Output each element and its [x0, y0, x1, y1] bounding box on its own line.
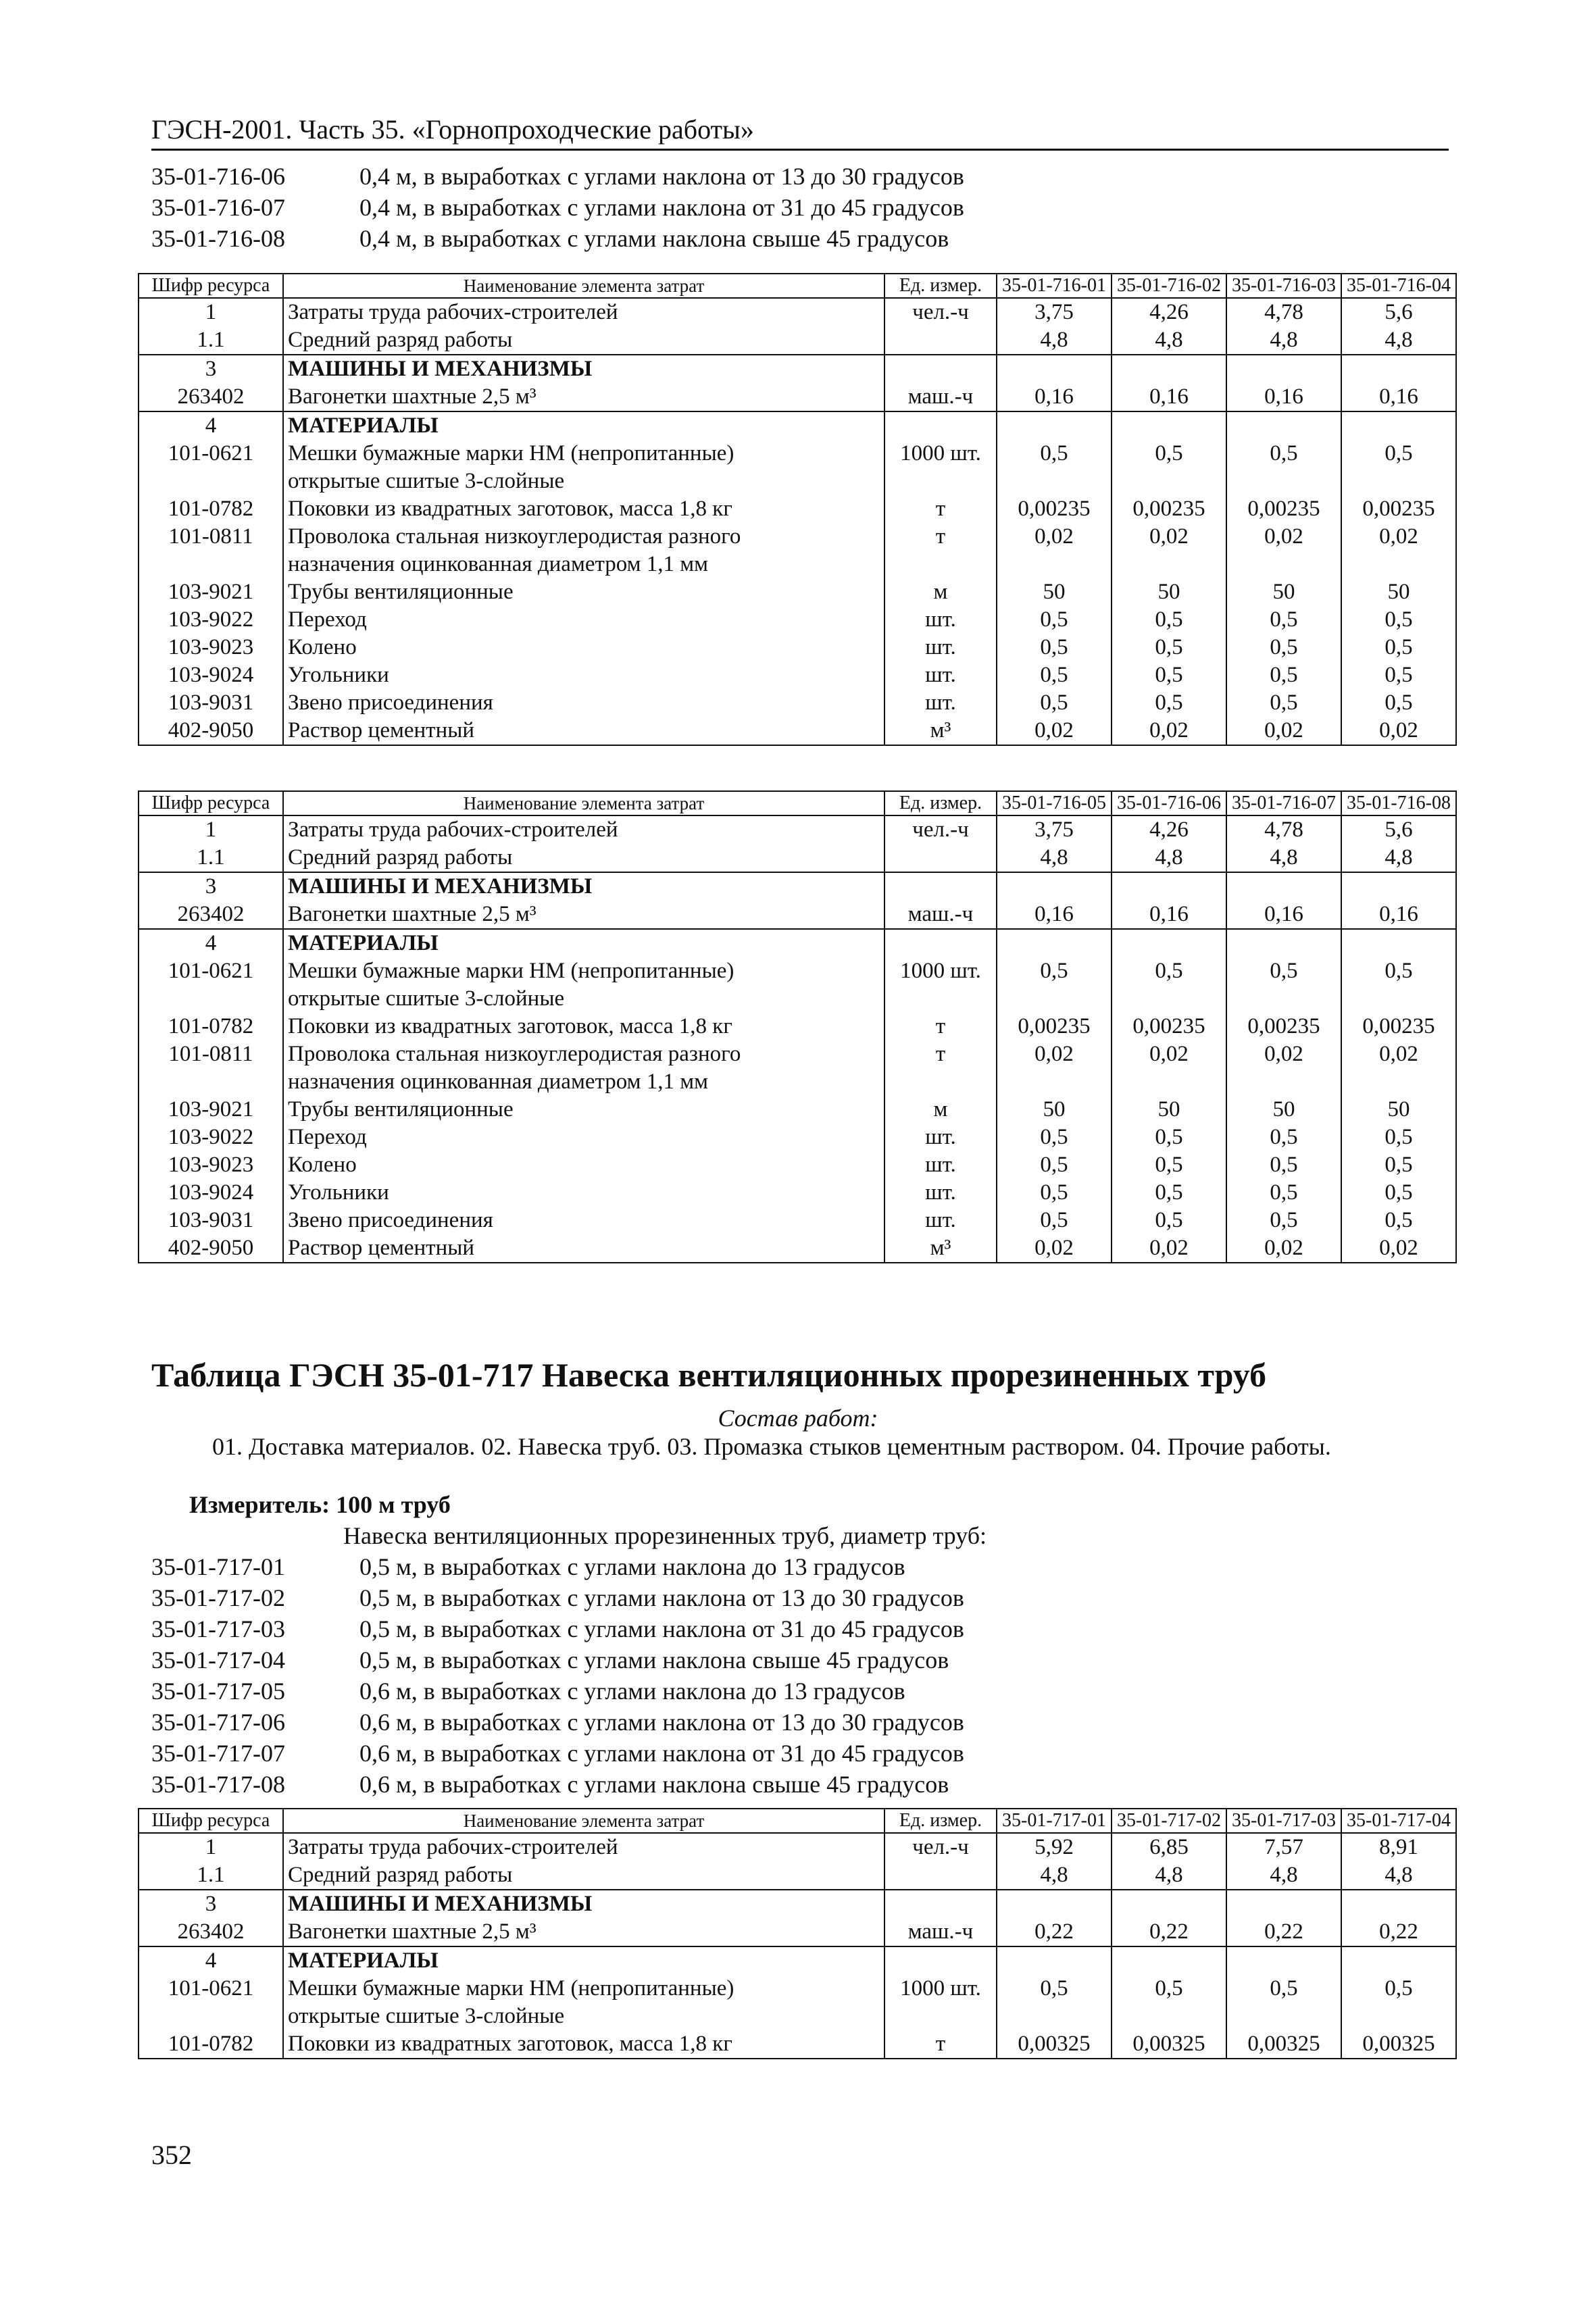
code: 35-01-716-06	[151, 163, 285, 190]
table-row: 1.1 Средний разряд работы 4,8 4,8 4,8 4,8	[139, 1861, 1456, 1890]
table-header-row	[139, 1809, 1456, 1833]
page-number: 352	[151, 2140, 192, 2170]
table-row: 263402 Вагонетки шахтные 2,5 м³ маш.-ч 0,16 0,16 0,16 0,16	[139, 383, 1456, 411]
table-row: 103-9024 Угольники шт. 0,5 0,5 0,5 0,5	[139, 661, 1456, 689]
code-description: 0,4 м, в выработках с углами наклона свыше 45 градусов	[359, 225, 949, 252]
table-row: 103-9022 Переход шт. 0,5 0,5 0,5 0,5	[139, 606, 1456, 634]
norm-table-716-05-08	[138, 790, 1457, 1263]
code-list-row: 35-01-717-05 0,6 м, в выработках с углами наклона до 13 градусов	[151, 1678, 905, 1705]
table-row: 103-9031 Звено присоединения шт. 0,5 0,5 0,5 0,5	[139, 689, 1456, 717]
header-column: 35-01-717-03	[1226, 1809, 1341, 1833]
header-column: 35-01-716-05	[997, 791, 1112, 815]
code-list-row	[151, 161, 1449, 192]
code: 35-01-716-08	[151, 225, 285, 252]
header-column: 35-01-716-03	[1226, 274, 1341, 298]
table-row: 101-0782 Поковки из квадратных заготовок, масса 1,8 кг т 0,00235 0,00235 0,00235 0,00235	[139, 1013, 1456, 1040]
header-code: Шифр ресурса	[139, 791, 283, 815]
table-row-continuation: открытые сшитые 3-слойные	[139, 468, 1456, 495]
table-header-row	[139, 274, 1456, 298]
section-row: 4 МАТЕРИАЛЫ	[139, 929, 1456, 957]
table-row: 103-9024 Угольники шт. 0,5 0,5 0,5 0,5	[139, 1179, 1456, 1207]
header-name: Наименование элемента затрат	[283, 274, 884, 298]
section-row: 4 МАТЕРИАЛЫ	[139, 411, 1456, 440]
table-row: 103-9022 Переход шт. 0,5 0,5 0,5 0,5	[139, 1124, 1456, 1151]
header-unit: Ед. измер.	[884, 1809, 997, 1833]
table-row: 103-9021 Трубы вентиляционные м 50 50 50 50	[139, 578, 1456, 606]
code-list-row: 35-01-717-02 0,5 м, в выработках с углами наклона от 13 до 30 градусов	[151, 1584, 964, 1611]
code-list-row: 35-01-717-06 0,6 м, в выработках с углами наклона от 13 до 30 градусов	[151, 1709, 964, 1736]
table-row: 103-9023 Колено шт. 0,5 0,5 0,5 0,5	[139, 634, 1456, 661]
table-row: 263402 Вагонетки шахтные 2,5 м³ маш.-ч 0,22 0,22 0,22 0,22	[139, 1918, 1456, 1946]
table-row: 103-9031 Звено присоединения шт. 0,5 0,5 0,5 0,5	[139, 1207, 1456, 1234]
code-list-row: 35-01-717-03 0,5 м, в выработках с углами наклона от 31 до 45 градусов	[151, 1615, 964, 1642]
header-column: 35-01-717-01	[997, 1809, 1112, 1833]
table-row: 103-9021 Трубы вентиляционные м 50 50 50 50	[139, 1096, 1456, 1124]
work-composition-text: 01. Доставка материалов. 02. Навеска труб. 03. Промазка стыков цементным раствором. 04. Прочие работы.	[212, 1433, 1331, 1460]
table-row: 101-0621 Мешки бумажные марки НМ (непропитанные) 1000 шт. 0,5 0,5 0,5 0,5	[139, 957, 1456, 985]
table-row-continuation: назначения оцинкованная диаметром 1,1 мм	[139, 1068, 1456, 1096]
code-list-row	[151, 223, 1449, 254]
table-row: 101-0621 Мешки бумажные марки НМ (непропитанные) 1000 шт. 0,5 0,5 0,5 0,5	[139, 1975, 1456, 2003]
table-row: 1 Затраты труда рабочих-строителей чел.-ч 3,75 4,26 4,78 5,6	[139, 815, 1456, 844]
table-row: 101-0621 Мешки бумажные марки НМ (непропитанные) 1000 шт. 0,5 0,5 0,5 0,5	[139, 440, 1456, 468]
header-unit: Ед. измер.	[884, 274, 997, 298]
code-list-row: 35-01-717-08 0,6 м, в выработках с углами наклона свыше 45 градусов	[151, 1771, 949, 1798]
table-row: 1 Затраты труда рабочих-строителей чел.-ч 3,75 4,26 4,78 5,6	[139, 298, 1456, 326]
code: 35-01-716-07	[151, 194, 285, 221]
code-list-intro: Навеска вентиляционных прорезиненных труб, диаметр труб:	[343, 1522, 987, 1549]
table-row: 1 Затраты труда рабочих-строителей чел.-ч 5,92 6,85 7,57 8,91	[139, 1833, 1456, 1861]
norm-table-716-01-04	[138, 273, 1457, 746]
table-row-continuation: открытые сшитые 3-слойные	[139, 2003, 1456, 2030]
table-row: 402-9050 Раствор цементный м³ 0,02 0,02 0,02 0,02	[139, 717, 1456, 745]
header-code: Шифр ресурса	[139, 1809, 283, 1833]
header-column: 35-01-717-02	[1112, 1809, 1226, 1833]
section-row: 4 МАТЕРИАЛЫ	[139, 1946, 1456, 1975]
table-row: 101-0811 Проволока стальная низкоуглеродистая разного т 0,02 0,02 0,02 0,02	[139, 523, 1456, 551]
section-row: 3 МАШИНЫ И МЕХАНИЗМЫ	[139, 1890, 1456, 1918]
header-unit: Ед. измер.	[884, 791, 997, 815]
table-row: 101-0811 Проволока стальная низкоуглеродистая разного т 0,02 0,02 0,02 0,02	[139, 1040, 1456, 1068]
header-code: Шифр ресурса	[139, 274, 283, 298]
section-row: 3 МАШИНЫ И МЕХАНИЗМЫ	[139, 872, 1456, 901]
section-title: Таблица ГЭСН 35-01-717 Навеска вентиляционных прорезиненных труб	[151, 1356, 1267, 1394]
header-name: Наименование элемента затрат	[283, 791, 884, 815]
code-description: 0,4 м, в выработках с углами наклона от 13 до 30 градусов	[359, 163, 964, 190]
code-description: 0,4 м, в выработках с углами наклона от 31 до 45 градусов	[359, 194, 964, 221]
table-row: 1.1 Средний разряд работы 4,8 4,8 4,8 4,8	[139, 326, 1456, 355]
table-row-continuation: открытые сшитые 3-слойные	[139, 985, 1456, 1013]
table-row: 402-9050 Раствор цементный м³ 0,02 0,02 0,02 0,02	[139, 1234, 1456, 1263]
header-column: 35-01-716-08	[1341, 791, 1456, 815]
code-list-716	[151, 161, 1449, 254]
table-row-continuation: назначения оцинкованная диаметром 1,1 мм	[139, 551, 1456, 578]
section-row: 3 МАШИНЫ И МЕХАНИЗМЫ	[139, 355, 1456, 383]
header-column: 35-01-716-07	[1226, 791, 1341, 815]
table-row: 101-0782 Поковки из квадратных заготовок, масса 1,8 кг т 0,00235 0,00235 0,00235 0,00235	[139, 495, 1456, 523]
work-composition-label: Состав работ:	[718, 1405, 878, 1432]
code-list-717	[151, 1520, 1449, 1800]
header-column: 35-01-716-01	[997, 274, 1112, 298]
code-list-row	[151, 192, 1449, 223]
header-column: 35-01-716-04	[1341, 274, 1456, 298]
code-list-row: 35-01-717-01 0,5 м, в выработках с углами наклона до 13 градусов	[151, 1553, 905, 1580]
table-row: 263402 Вагонетки шахтные 2,5 м³ маш.-ч 0,16 0,16 0,16 0,16	[139, 901, 1456, 929]
norm-table-717-01-04	[138, 1808, 1457, 2059]
header-column: 35-01-717-04	[1341, 1809, 1456, 1833]
code-list-row: 35-01-717-04 0,5 м, в выработках с углами наклона свыше 45 градусов	[151, 1646, 949, 1674]
measurement-unit: Измеритель: 100 м труб	[189, 1491, 451, 1518]
header-name: Наименование элемента затрат	[283, 1809, 884, 1833]
table-header-row	[139, 791, 1456, 815]
table-row: 1.1 Средний разряд работы 4,8 4,8 4,8 4,8	[139, 844, 1456, 872]
running-header: ГЭСН-2001. Часть 35. «Горнопроходческие работы»	[151, 114, 1449, 151]
header-column: 35-01-716-06	[1112, 791, 1226, 815]
code-list-row: 35-01-717-07 0,6 м, в выработках с углами наклона от 31 до 45 градусов	[151, 1740, 964, 1767]
header-column: 35-01-716-02	[1112, 274, 1226, 298]
table-row: 103-9023 Колено шт. 0,5 0,5 0,5 0,5	[139, 1151, 1456, 1179]
table-row: 101-0782 Поковки из квадратных заготовок, масса 1,8 кг т 0,00325 0,00325 0,00325 0,00325	[139, 2030, 1456, 2059]
